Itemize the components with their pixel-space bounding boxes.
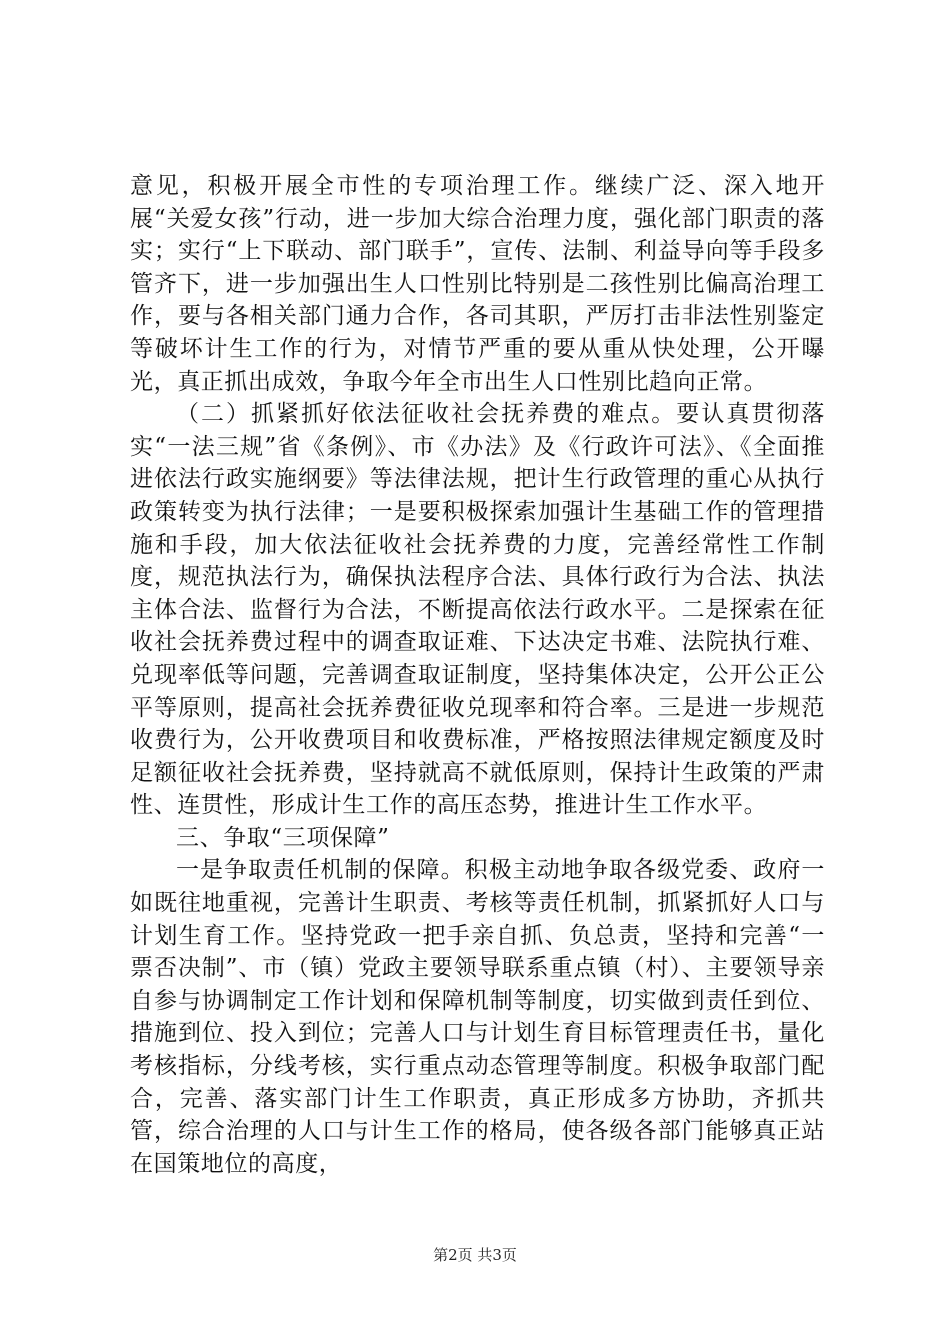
section-heading-three-guarantees: 三、争取“三项保障” — [176, 824, 390, 851]
paragraph-continuation: 意见，积极开展全市性的专项治理工作。继续广泛、深入地开展“关爱女孩”行动，进一步加大综合治理力度，强化部门职责的落实；实行“上下联动、部门联手”，宣传、法制、利益导向等手段多管齐下，进一步加强出生人口性别比特别是二孩性别比偏高治理工作，要与各相关部门通力合作，各司其职，严厉打击非法性别鉴定等破坏计生工作的行为，对情节严重的要从重从快处理，公开曝光，真正抓出成效，争取今年全市出生人口性别比趋向正常。 — [130, 173, 825, 395]
paragraph-social-maintenance-fee: （二）抓紧抓好依法征收社会抚养费的难点。要认真贯彻落实“一法三规”省《条例》、市《办法》及《行政许可法》、《全面推进依法行政实施纲要》等法律法规，把计生行政管理的重心从执行政策转变为执行法律；一是要积极探索加强计生基础工作的管理措施和手段，加大依法征收社会抚养费的力度，完善经常性工作制度，规范执法行为，确保执法程序合法、具体行政行为合法、执法主体合法、监督行为合法，不断提高依法行政水平。二是探索在征收社会抚养费过程中的调查取证难、下达决定书难、法院执行难、兑现率低等问题，完善调查取证制度，坚持集体决定，公开公正公平等原则，提高社会抚养费征收兑现率和符合率。三是进一步规范收费行为，公开收费项目和收费标准，严格按照法律规定额度及时足额征收社会抚养费，坚持就高不就低原则，保持计生政策的严肃性、连贯性，形成计生工作的高压态势，推进计生工作水平。 — [130, 401, 825, 819]
paragraph-responsibility-mechanism: 一是争取责任机制的保障。积极主动地争取各级党委、政府一如既往地重视，完善计生职责、考核等责任机制，抓紧抓好人口与计划生育工作。坚持党政一把手亲自抓、负总责，坚持和完善“一票否决制”、市（镇）党政主要领导联系重点镇（村）、主要领导亲自参与协调制定工作计划和保障机制等制度，切实做到责任到位、措施到位、投入到位；完善人口与计划生育目标管理责任书，量化考核指标，分线考核，实行重点动态管理等制度。积极争取部门配合，完善、落实部门计生工作职责，真正形成多方协助，齐抓共管，综合治理的人口与计生工作的格局，使各级各部门能够真正站在国策地位的高度， — [130, 857, 825, 1177]
page-footer: 第2页 共3页 — [433, 1246, 517, 1264]
document-body — [130, 170, 825, 1180]
